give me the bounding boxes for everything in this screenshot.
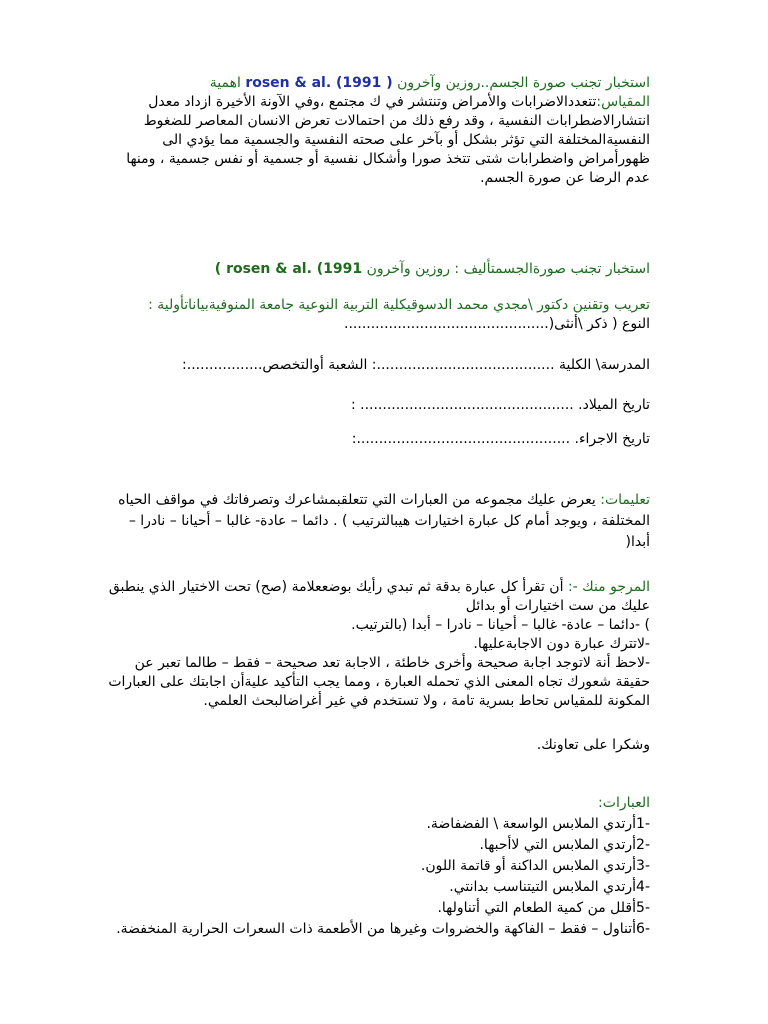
request-line-4: -لاتترك عبارة دون الاجابةعليها. [473,636,650,652]
instructions-label: تعليمات: [600,492,650,508]
statement-item: -4أرتدي الملابس التيتناسب بدانتي. [449,879,650,895]
statement-item: -3أرتدي الملابس الداكنة أو قاتمة اللون. [420,858,650,874]
gender-field[interactable]: النوع ( ذكر \أنثى(.............................................. [344,316,650,332]
request-line-6: حقيقة شعورك تجاه المعنى الذي تحمله العبارة ، ومما يجب التأكيد عليةأن اجابتك على العبارات [108,674,650,690]
intro-line-2: انتشارالاضطرابات النفسية ، وقد رفع ذلك من احتمالات تعرض الانسان المعاصر للضغوط [143,113,650,129]
intro-line-1 [110,93,650,112]
statement-item: -1أرتدي الملابس الواسعة \ الفضفاضة. [426,816,650,832]
intro-line-4: ظهورأمراض واضطرابات شتى تتخذ صورا وأشكال نفسية أو جسمية أو نفس جسمية ، ومنها [126,151,650,167]
exam-date-text: تاريخ الاجراء. ................................................: [351,431,650,447]
intro-title-suffix: اهمية [209,75,241,91]
intro-title [110,74,650,93]
form-title-prefix: استخبار تجنب صورةالجسمتأليف : روزين وآخرون [366,261,650,277]
request-block [110,578,650,711]
thanks-text: وشكرا على تعاونك. [536,737,650,753]
form-title [110,260,650,279]
statement-item: -6أتناول – فقط – الفاكهة والخضروات وغيرها من الأطعمة ذات السعرات الحرارية المنخفضة. [116,921,650,937]
translation-block [110,296,650,334]
intro-title-ref: rosen & al. (1991 ) [245,75,393,91]
request-label: المرجو منك -: [567,579,650,595]
translation-line-1: تعريب وتقنين دكتور \مجدي محمد الدسوقيكلية التربية النوعية جامعة المنوفيةبياناتأولية : [148,297,650,313]
intro-block [110,74,650,188]
birth-date-field[interactable] [110,396,650,415]
thanks-line [110,736,650,755]
intro-line-3: النفسيةالمختلفة التي تؤثر بشكل أو بآخر على صحته النفسية والجسمية مما يؤدي الى [162,132,650,148]
instructions-line-1: يعرض عليك مجموعه من العبارات التي تتعلقبمشاعرك وتصرفاتك في مواقف الحياه [118,492,601,508]
intro-text-1: تتعددالاضرابات والأمراض وتنتشر في ك مجتمع ،وفي الآونة الأخيرة ازداد معدل [148,94,597,110]
school-field[interactable] [110,356,650,375]
intro-line-5: عدم الرضا عن صورة الجسم. [480,170,650,186]
request-line-1: أن تقرأ كل عبارة بدقة ثم تبدي رأيك بوضععلامة (صح) تحت الاختيار الذي ينطبق [108,579,568,595]
scale-label: المقياس: [596,94,650,110]
statement-item: -2أرتدي الملابس التي لاأحبها. [479,837,650,853]
school-field-text: المدرسة\ الكلية ........................................: الشعبة أوالتخصص.................: [182,357,650,373]
request-line-3: ) -دائما – عادة- غالبا – أحيانا – نادرا – أبدا (بالترتيب. [351,617,650,633]
exam-date-field[interactable] [110,430,650,449]
instructions-line-2: المختلفة ، ويوجد أمام كل عبارة اختيارات هيبالترتيب ) . دائما – عادة- غالبا – أحيانا – نادرا – [128,513,650,529]
request-line-2: عليك من ست اختيارات أو بدائل [465,598,650,614]
instructions-line-3: أبدا( [625,534,650,550]
statement-item: -5أقلل من كمية الطعام التي أتناولها. [437,900,650,916]
intro-title-prefix: استخبار تجنب صورة الجسم..روزين وآخرون [397,75,650,91]
birth-date-text: تاريخ الميلاد. ................................................ : [350,397,650,413]
instructions-block [110,490,650,553]
request-line-7: المكونة للمقياس تحاط بسرية تامة ، ولا تستخدم في غير أغراضالبحث العلمي. [203,693,650,709]
statements-block [110,793,650,940]
request-line-5: -لاحظ أنة لاتوجد اجابة صحيحة وأخرى خاطئة ، الاجابة تعد صحيحة – فقط – طالما تعبر عن [134,655,650,671]
form-title-ref: ( rosen & al. (1991 [214,261,363,277]
statements-label: العبارات: [598,795,650,811]
